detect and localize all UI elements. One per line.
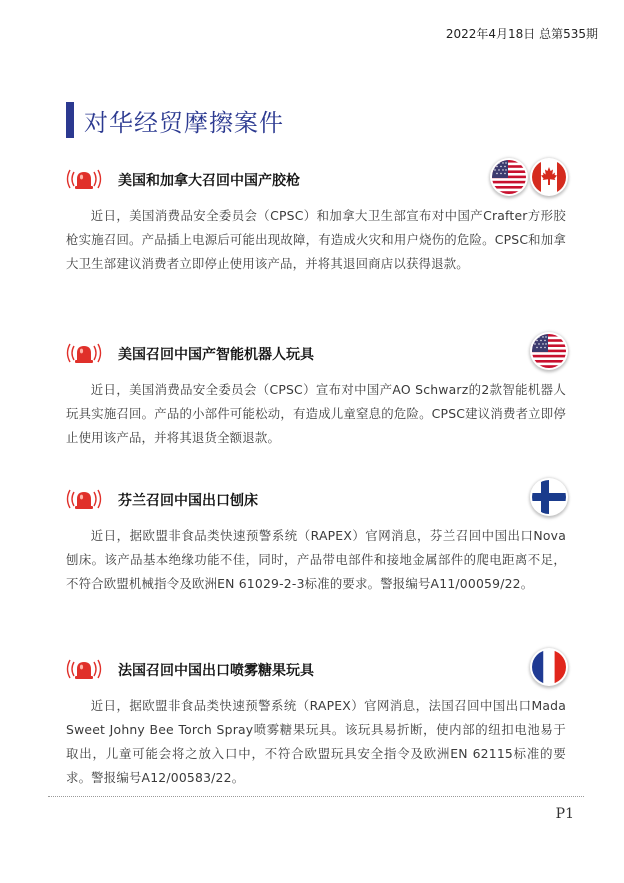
news-item [66,480,566,596]
item-body: 近日，美国消费品安全委员会（CPSC）宣布对中国产AO Schwarz的2款智能机器人玩具实施召回。产品的小部件可能松动，有造成儿童窒息的危险。CPSC建议消费者立即停止使用该产品，并将其退货全额退款。 [66,382,566,445]
news-item [66,650,566,790]
alarm-icon [66,168,102,190]
item-body: 近日，据欧盟非食品类快速预警系统（RAPEX）官网消息，芬兰召回中国出口Nova刨床。该产品基本绝缘功能不佳，同时，产品带电部件和接地金属部件的爬电距离不足，不符合欧盟机械指令及欧洲EN 61029-2-3标准的要求。警报编号A11/00059/22。 [66,528,566,591]
us-flag-icon [532,334,566,368]
item-body: 近日，美国消费品安全委员会（CPSC）和加拿大卫生部宣布对中国产Crafter方形胶枪实施召回。产品插上电源后可能出现故障，有造成火灾和用户烧伤的危险。CPSC和加拿大卫生部建议消费者立即停止使用该产品，并将其退回商店以获得退款。 [66,208,566,271]
item-title: 法国召回中国出口喷雾糖果玩具 [118,663,314,679]
item-title: 美国召回中国产智能机器人玩具 [118,347,314,363]
finland-flag-icon [532,480,566,514]
alarm-icon [66,342,102,364]
footer-divider [48,796,584,797]
france-flag-icon [532,650,566,684]
alarm-icon [66,658,102,680]
title-accent-bar [66,102,74,138]
page-title: 对华经贸摩擦案件 [84,108,284,137]
us-flag-icon [492,160,526,194]
section-heading [66,102,284,138]
alarm-icon [66,488,102,510]
canada-flag-icon [532,160,566,194]
item-title: 芬兰召回中国出口刨床 [118,493,258,509]
item-body: 近日，据欧盟非食品类快速预警系统（RAPEX）官网消息，法国召回中国出口Mada Sweet Johny Bee Torch Spray喷雾糖果玩具。该玩具易折断，使内部的纽扣电池易于取出，儿童可能会将之放入口中，不符合欧盟玩具安全指令及欧洲EN 62115标准的要求。警报编号A12/00583/22。 [66,698,566,785]
issue-date: 2022年4月18日 总第535期 [445,27,598,41]
page-number: P1 [555,806,574,822]
item-title: 美国和加拿大召回中国产胶枪 [118,173,300,189]
news-item [66,334,566,450]
news-item [66,160,566,276]
